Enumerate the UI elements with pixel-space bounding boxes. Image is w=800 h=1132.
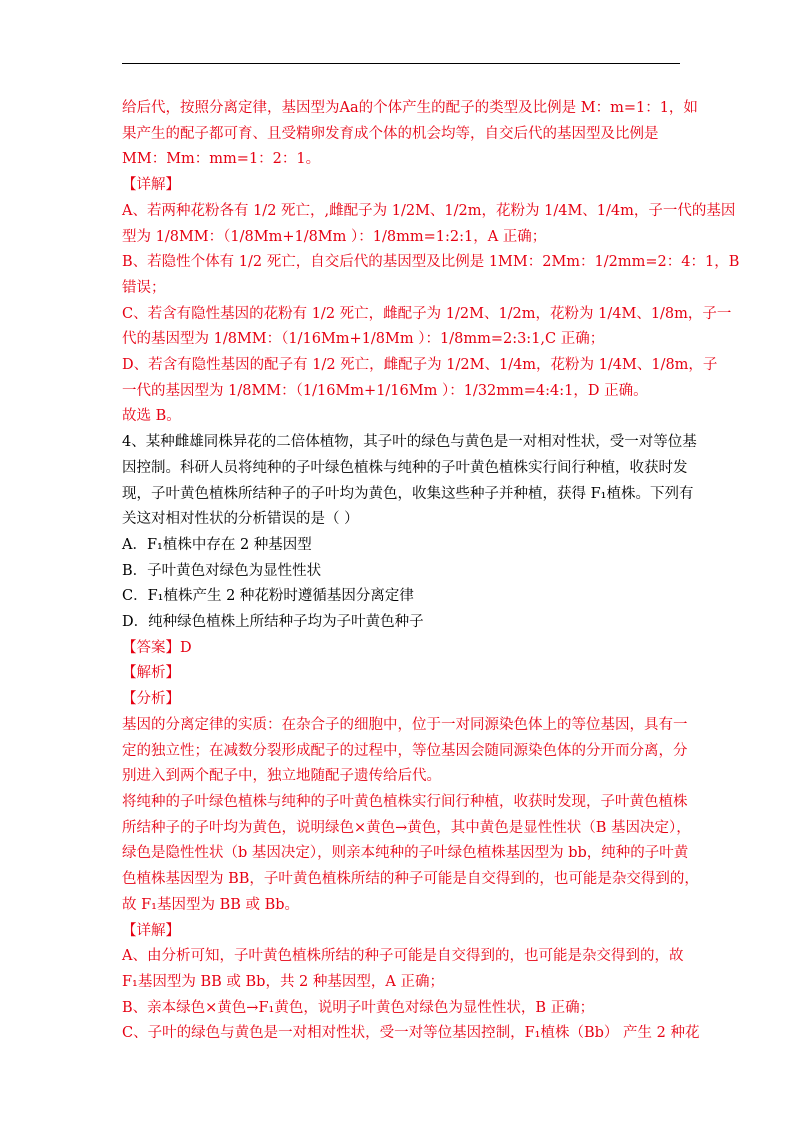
question-stem: 4、某种雌雄同株异花的二倍体植物，其子叶的绿色与黄色是一对相对性状，受一对等位基 [122, 434, 697, 451]
text-line: MM：Mm：mm=1：2：1。 [122, 151, 321, 168]
text-line: B、若隐性个体有 1/2 死亡，自交后代的基因型及比例是 1MM：2Mm：1/2mm=2：4：1，B [122, 254, 740, 271]
text-line: 基因的分离定律的实质：在杂合子的细胞中，位于一对同源染色体上的等位基因，具有一 [122, 716, 688, 733]
text-line: 果产生的配子都可育、且受精卵发育成个体的机会均等，自交后代的基因型及比例是 [122, 125, 659, 142]
text-line: 代的基因型为 1/8MM：（1/16Mm+1/8Mm ）：1/8mm=2:3:1,C 正确； [122, 331, 605, 348]
section-heading-analysis: 【分析】 [122, 691, 180, 708]
answer-conclusion: 故选 B。 [122, 408, 181, 425]
document-body [122, 96, 740, 1047]
text-line: 一代的基因型为 1/8MM：（1/16Mm+1/16Mm ）：1/32mm=4:4:1，D 正确。 [122, 382, 648, 399]
text-line: 给后代，按照分离定律，基因型为Aa的个体产生的配子的类型及比例是 M：m=1：1，如 [122, 100, 698, 116]
question-stem: 现，子叶黄色植株所结种子的子叶均为黄色，收集这些种子并种植，获得 F₁植株。下列有 [122, 485, 694, 502]
text-line: A、由分析可知，子叶黄色植株所结的种子可能是自交得到的，也可能是杂交得到的，故 [122, 948, 684, 965]
text-line: F₁基因型为 BB 或 Bb，共 2 种基因型，A 正确； [122, 973, 444, 990]
text-line: B、亲本绿色×黄色→F₁黄色，说明子叶黄色对绿色为显性性状，B 正确； [122, 999, 595, 1016]
section-heading-detail: 【详解】 [122, 177, 180, 194]
text-line: 绿色是隐性性状（b 基因决定），则亲本纯种的子叶绿色植株基因型为 bb，纯种的子叶黄 [122, 845, 689, 862]
option-d: D．纯种绿色植株上所结种子均为子叶黄色种子 [122, 614, 424, 631]
text-line: 定的独立性；在减数分裂形成配子的过程中，等位基因会随同源染色体的分开而分离，分 [122, 742, 688, 759]
text-line: C、若含有隐性基因的花粉有 1/2 死亡，雌配子为 1/2M、1/2m，花粉为 1/4M、1/8m，子一 [122, 305, 732, 322]
text-line: A、若两种花粉各有 1/2 死亡，,雌配子为 1/2M、1/2m，花粉为 1/4M、1/4m，子一代的基因 [122, 202, 736, 219]
text-line: 将纯种的子叶绿色植株与纯种的子叶黄色植株实行间行种植，收获时发现，子叶黄色植株 [122, 793, 688, 810]
text-line: 错误； [122, 279, 166, 296]
text-line: D、若含有隐性基因的配子有 1/2 死亡，雌配子为 1/2M、1/4m，花粉为 1/4M、1/8m，子 [122, 357, 718, 374]
section-heading-explanation: 【解析】 [122, 665, 180, 682]
text-line: C、子叶的绿色与黄色是一对相对性状，受一对等位基因控制，F₁植株（Bb） 产生 2 种花 [122, 1025, 700, 1042]
text-line: 所结种子的子叶均为黄色，说明绿色×黄色→黄色，其中黄色是显性性状（B 基因决定）， [122, 819, 691, 836]
text-line: 别进入到两个配子中，独立地随配子遗传给后代。 [122, 768, 441, 785]
header-rule [122, 63, 680, 64]
text-line: 色植株基因型为 BB，子叶黄色植株所结的种子可能是自交得到的，也可能是杂交得到的， [122, 871, 699, 888]
option-b: B．子叶黄色对绿色为显性性状 [122, 562, 322, 579]
section-heading-detail: 【详解】 [122, 922, 180, 939]
answer-label: 【答案】D [122, 639, 192, 656]
option-c: C．F₁植株产生 2 种花粉时遵循基因分离定律 [122, 588, 414, 605]
question-stem: 因控制。科研人员将纯种的子叶绿色植株与纯种的子叶黄色植株实行间行种植，收获时发 [122, 459, 688, 476]
text-line: 型为 1/8MM：（1/8Mm+1/8Mm ）：1/8mm=1:2:1，A 正确； [122, 228, 547, 245]
option-a: A．F₁植株中存在 2 种基因型 [122, 536, 312, 553]
question-stem: 关这对相对性状的分析错误的是（ ） [122, 511, 359, 528]
text-line: 故 F₁基因型为 BB 或 Bb。 [122, 896, 300, 913]
